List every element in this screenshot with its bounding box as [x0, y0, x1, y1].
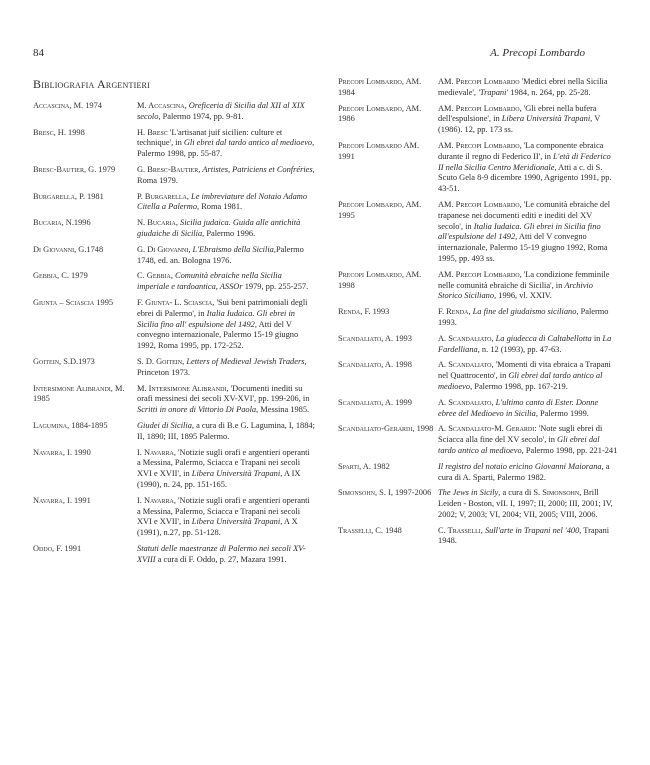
reference-fragment: Gli ebrei dal tardo antico al medioevo	[438, 435, 600, 455]
entry-key: Di Giovanni, G.1748	[33, 244, 104, 254]
reference-fragment: , Palermo 1996.	[202, 228, 256, 238]
entry-reference	[137, 357, 315, 379]
entry-reference	[438, 488, 618, 520]
reference-fragment: Il registro del notaio ericino Giovanni Maiorana	[438, 461, 602, 471]
entry-reference	[438, 307, 618, 329]
entry-reference	[137, 101, 315, 123]
reference-fragment: M. Intersimone Alibrandi	[137, 383, 227, 393]
reference-fragment: Archivio Storico Siciliano	[438, 280, 593, 301]
bibliography-list-left	[33, 101, 315, 565]
reference-fragment: , a cura di B.e G. Lagumina, I, 1884; II, 1890; III, 1895 Palermo.	[137, 420, 315, 441]
right-column	[338, 77, 618, 552]
reference-fragment: F. Giunta- L. Sciascia	[137, 297, 213, 307]
bibliography-entry	[33, 101, 315, 123]
reference-fragment: A. Scandaliato	[438, 397, 492, 407]
bibliography-entry	[33, 357, 315, 379]
reference-fragment: , a cura di	[498, 488, 534, 498]
reference-fragment: , 'La componente ebraica durante il regno di Federico II', in	[438, 140, 604, 161]
reference-fragment: Italia Iudaica. Gli ebrei in Sicilia fino all'espulsione del 1492	[438, 221, 601, 242]
entry-reference	[438, 398, 618, 420]
entry-reference	[137, 165, 315, 187]
bibliography-list-right	[338, 77, 618, 547]
reference-fragment: A. Scandaliato	[438, 360, 492, 370]
reference-fragment: Gli ebrei dal tardo antico al medioevo	[438, 371, 603, 391]
reference-fragment: ,	[468, 307, 473, 317]
reference-fragment: AM. Precopi Lombardo	[438, 140, 520, 150]
entry-key: Precopi Lombardo AM. 1991	[338, 140, 420, 161]
entry-reference	[438, 270, 618, 302]
entry-key: Accascina, M. 1974	[33, 101, 102, 110]
reference-fragment: , Palermo 1998, pp. 221-241	[521, 445, 618, 455]
entry-reference	[137, 128, 315, 160]
bibliography-entry	[338, 398, 618, 420]
entry-key: Precopi Lombardo, AM. 1995	[338, 199, 422, 220]
bibliography-entry	[33, 448, 315, 491]
reference-fragment: , 'Momenti di vita ebraica a Trapani nel Quattrocento', in	[438, 360, 611, 381]
reference-fragment: The Jews in Sicily	[438, 488, 499, 498]
bibliography-entry	[33, 544, 315, 566]
reference-fragment: Libera Università Trapani	[191, 517, 281, 527]
bibliography-entry	[338, 424, 618, 456]
reference-fragment: La fine del giudaismo siciliano	[472, 307, 577, 317]
bibliography-entry	[33, 245, 315, 267]
reference-fragment: ,	[188, 244, 193, 254]
reference-fragment: AM. Precopi Lombardo	[438, 77, 520, 86]
bibliography-entry	[33, 192, 315, 214]
reference-fragment: F. Renda	[438, 307, 469, 317]
section-title: Bibliografia Argentieri	[33, 77, 150, 91]
reference-fragment: N. Bucaria	[137, 218, 176, 228]
entry-reference	[137, 544, 315, 566]
entry-reference	[438, 360, 618, 392]
entry-key: Bresc-Bautier, G. 1979	[33, 164, 116, 174]
entry-reference	[438, 77, 618, 99]
reference-fragment: L'ultimo canto di Ester. Donne ebree del Medioevo in Sicilia	[438, 397, 599, 418]
entry-reference	[137, 384, 315, 416]
entry-key: Bucaria, N.1996	[33, 218, 91, 228]
reference-fragment: Gli ebrei dal tardo antico al medioevo	[183, 138, 313, 148]
reference-fragment: G. Bresc-Bautier	[137, 164, 199, 174]
reference-fragment: , A X (1991), n.27, pp. 51-128.	[137, 517, 298, 538]
reference-fragment: M. Accascina	[137, 101, 185, 110]
reference-fragment: Sull'arte in Trapani nel '400	[484, 525, 580, 535]
bibliography-entry	[33, 218, 315, 240]
entry-reference	[137, 218, 315, 240]
reference-fragment: Comunità ebraiche nella Sicilia imperiale e tardoantica, ASSOr	[137, 271, 282, 292]
bibliography-entry	[338, 77, 618, 99]
reference-fragment: , Atti del V convegno internazionale, Palermo 15-19 giugno 1992, Roma 1995, pp. 172-252.	[137, 319, 299, 351]
reference-fragment: , 'Notizie sugli orafi e argentieri operanti a Messina, Palermo, Sciacca e Trapani nei secoli XVI e XVII', in	[137, 495, 310, 527]
entry-key: Lagumina, 1884-1895	[33, 420, 108, 430]
reference-fragment: ,	[491, 333, 496, 343]
entry-key: Scandaliato, A. 1993	[338, 333, 412, 343]
entry-key: Gebbia, C. 1979	[33, 271, 88, 281]
reference-fragment: , a cura di A. Sparti, Palermo 1982.	[438, 461, 610, 482]
reference-fragment: 'L'artisanat juif sicilien: culture et technique', in	[137, 127, 283, 148]
bibliography-entry	[33, 128, 315, 160]
entry-reference	[438, 334, 618, 356]
entry-key: Precopi Lombardo, AM. 1986	[338, 103, 422, 124]
entry-key: Intersimone Alibrandi, M. 1985	[33, 383, 125, 404]
reference-fragment: ,	[175, 218, 181, 228]
reference-fragment: , Palermo 1993.	[438, 307, 609, 327]
reference-fragment: P. Burgarella	[137, 191, 187, 201]
reference-fragment: H. Bresc	[137, 127, 168, 137]
bibliography-entry	[33, 384, 315, 416]
bibliography-entry	[33, 298, 315, 352]
reference-fragment: Libera Università Trapani	[191, 469, 281, 479]
reference-fragment: I. Navarra	[137, 495, 174, 505]
reference-fragment: , 'Gli ebrei nella bufera dell'espulsione', in	[438, 103, 597, 124]
bibliography-entry	[338, 488, 618, 520]
reference-fragment: Scritti in onore di Vittorio Di Paola	[137, 405, 257, 415]
reference-fragment: Oreficeria di Sicilia dal XII al XIX secolo	[137, 101, 305, 121]
reference-fragment: , Atti a c. di S. Scuto Gela 8-9 dicembre 1990, Agrigento 1991, pp. 43-51.	[438, 162, 612, 194]
reference-fragment: S. D. Goitein	[137, 356, 183, 366]
bibliography-entry	[338, 200, 618, 265]
entry-reference	[438, 424, 618, 456]
entry-key: Bresc, H. 1998	[33, 127, 85, 137]
bibliography-entry	[33, 271, 315, 293]
reference-fragment: , 'La condizione femminile nelle comunità ebraiche di Sicilia', in	[438, 269, 610, 290]
reference-fragment: ,Palermo 1748, ed. an. Bologna 1976.	[137, 244, 304, 265]
entry-reference	[137, 496, 315, 539]
bibliography-entry	[338, 270, 618, 302]
bibliography-entry	[338, 104, 618, 136]
entry-reference	[137, 271, 315, 293]
reference-fragment: 1979, pp. 255-257.	[242, 282, 309, 292]
reference-fragment: , Messina 1985.	[256, 405, 310, 415]
reference-fragment: Giudei di Sicilia	[137, 420, 192, 430]
reference-fragment: Libera Università Trapani	[501, 114, 591, 124]
reference-fragment: , A IX (1990), n. 24, pp. 151-165.	[137, 469, 301, 489]
reference-fragment: , 'Documenti inediti su orafi messinesi dei secoli XV-XVI', pp. 199-206, in	[137, 383, 310, 404]
reference-fragment: , Princeton 1973.	[137, 356, 307, 377]
reference-fragment: 'Trapani'	[478, 87, 509, 97]
reference-fragment: L'Ebraismo della Sicilia	[192, 244, 274, 254]
bibliography-entry	[338, 462, 618, 484]
reference-fragment: , 'Notizie sugli orafi e argentieri operanti a Messina, Palermo, Sciacca e Trapani nei secoli XVI e XVII', in	[137, 447, 310, 479]
entry-key: Oddo, F. 1991	[33, 543, 82, 553]
entry-reference	[438, 141, 618, 195]
reference-fragment: , Roma 1979.	[137, 164, 315, 185]
reference-fragment: , Trapani 1948.	[438, 525, 610, 546]
reference-fragment: , Palermo 1998, pp. 167-219.	[470, 381, 568, 391]
entry-reference	[438, 526, 618, 548]
entry-key: Scandaliato, A. 1998	[338, 360, 412, 370]
reference-fragment: , 1996, vl. XXIV.	[494, 291, 552, 301]
reference-fragment: Artistes, Patriciens et Confréries	[202, 164, 313, 174]
entry-key: Navarra, I. 1990	[33, 447, 91, 457]
bibliography-entry	[33, 496, 315, 539]
reference-fragment: ,	[184, 101, 189, 110]
reference-fragment: ,	[186, 191, 192, 201]
reference-fragment: : 'Note sugli ebrei di Sciacca alla fine del XV secolo', in	[438, 424, 603, 445]
entry-reference	[137, 421, 315, 443]
entry-reference	[137, 245, 315, 267]
reference-fragment: , Atti del V convegno internazionale, Palermo 15-19 giugno 1992, Roma 1995, pp. 493 ss.	[438, 232, 608, 263]
entry-key: Burgarella, P. 1981	[33, 191, 104, 201]
reference-fragment: , Palermo 1999.	[535, 408, 589, 418]
reference-fragment: I. Navarra	[137, 447, 174, 457]
bibliography-entry	[33, 421, 315, 443]
reference-fragment: A. Scandaliato-M. Gerardi	[438, 424, 535, 434]
entry-key: Precopi Lombardo, AM. 1998	[338, 269, 422, 290]
reference-fragment: La giudecca di Caltabellotta	[495, 333, 592, 343]
reference-fragment: , Palermo 1998, pp. 55-87.	[137, 138, 315, 159]
reference-fragment: AM. Precopi Lombardo	[438, 269, 520, 279]
entry-reference	[438, 104, 618, 136]
bibliography-entry	[338, 526, 618, 548]
reference-fragment: L'età di Federico II nella Sicilia Centro Meridionale	[438, 151, 611, 172]
entry-key: Renda, F. 1993	[338, 307, 390, 317]
reference-fragment: A. Scandaliato	[438, 333, 492, 343]
reference-fragment: , Roma 1981.	[197, 202, 243, 212]
reference-fragment: , V (1986). 12, pp. 173 ss.	[438, 114, 601, 135]
entry-key: Scandaliato-Gerardi, 1998	[338, 424, 434, 434]
left-column	[33, 77, 315, 570]
entry-reference	[137, 448, 315, 491]
bibliography-entry	[338, 141, 618, 195]
reference-fragment: , 'Le comunità ebraiche del trapanese nei documenti editi e inediti del XV secolo', in	[438, 199, 611, 231]
reference-fragment: Sicilia judaica. Guida alle antichità giudaiche di Sicilia	[137, 218, 301, 238]
reference-fragment: ,	[480, 525, 485, 535]
reference-fragment: in	[591, 333, 603, 343]
entry-key: Simonsohn, S. I, 1997-2006	[338, 488, 432, 498]
reference-fragment: , Brill Leiden - Boston, vII. I, 1997; II, 2000; III, 2001; IV, 2002; V, 2003; VI, 2004; VII, 2005; VIII, 2006.	[438, 488, 613, 519]
reference-fragment: La Fardelliana	[438, 333, 612, 354]
entry-key: Sparti, A. 1982	[338, 461, 390, 471]
reference-fragment: ,	[491, 397, 496, 407]
bibliography-entry	[338, 360, 618, 392]
page-number: 84	[33, 47, 44, 59]
reference-fragment: a cura di F. Oddo, p. 27, Mazara 1991.	[155, 554, 287, 564]
reference-fragment: ,	[170, 271, 176, 281]
reference-fragment: G. Di Giovanni	[137, 244, 189, 254]
running-header-author: A. Precopi Lombardo	[490, 47, 585, 59]
reference-fragment: Le imbreviature del Notaio Adamo Citella a Palermo	[137, 191, 308, 212]
reference-fragment: 1984, n. 264, pp. 25-28.	[508, 87, 591, 97]
entry-key: Navarra, I. 1991	[33, 495, 91, 505]
reference-fragment: , n. 12 (1993), pp. 47-63.	[477, 344, 562, 354]
reference-fragment: , 'Sui beni patrimoniali degli ebrei di Palermo', in	[137, 297, 308, 318]
entry-key: Trasselli, C. 1948	[338, 525, 402, 535]
reference-fragment: Statuti delle maestranze di Palermo nei secoli XV- XVIII	[137, 543, 306, 564]
entry-reference	[438, 200, 618, 265]
entry-reference	[438, 462, 618, 484]
reference-fragment: Letters of Medieval Jewish Traders	[186, 356, 305, 366]
bibliography-entry	[338, 307, 618, 329]
entry-key: Giunta – Sciascia 1995	[33, 297, 114, 307]
entry-reference	[137, 192, 315, 214]
reference-fragment: S. Simonsohn	[533, 488, 580, 498]
reference-fragment: ,	[198, 164, 203, 174]
reference-fragment: , Palermo 1974, pp. 9-81.	[158, 111, 244, 121]
reference-fragment: AM. Precopi Lombardo	[438, 199, 520, 209]
reference-fragment: ,	[182, 356, 187, 366]
bibliography-entry	[338, 334, 618, 356]
reference-fragment: C. Gebbia	[137, 271, 171, 281]
reference-fragment: 'Medici ebrei nella Sicilia medievale',	[438, 77, 608, 97]
entry-reference	[137, 298, 315, 352]
reference-fragment: C. Trasselli	[438, 525, 481, 535]
entry-key: Precopi Lombardo, AM. 1984	[338, 77, 422, 97]
bibliography-entry	[33, 165, 315, 187]
entry-key: Scandaliato, A. 1999	[338, 397, 412, 407]
reference-fragment: AM. Precopi Lombardo	[438, 103, 520, 113]
reference-fragment: Italia Iudaica. Gli ebrei in Sicilia fino all' espulsione del 1492	[137, 308, 295, 329]
entry-key: Goitein, S.D.1973	[33, 356, 95, 366]
